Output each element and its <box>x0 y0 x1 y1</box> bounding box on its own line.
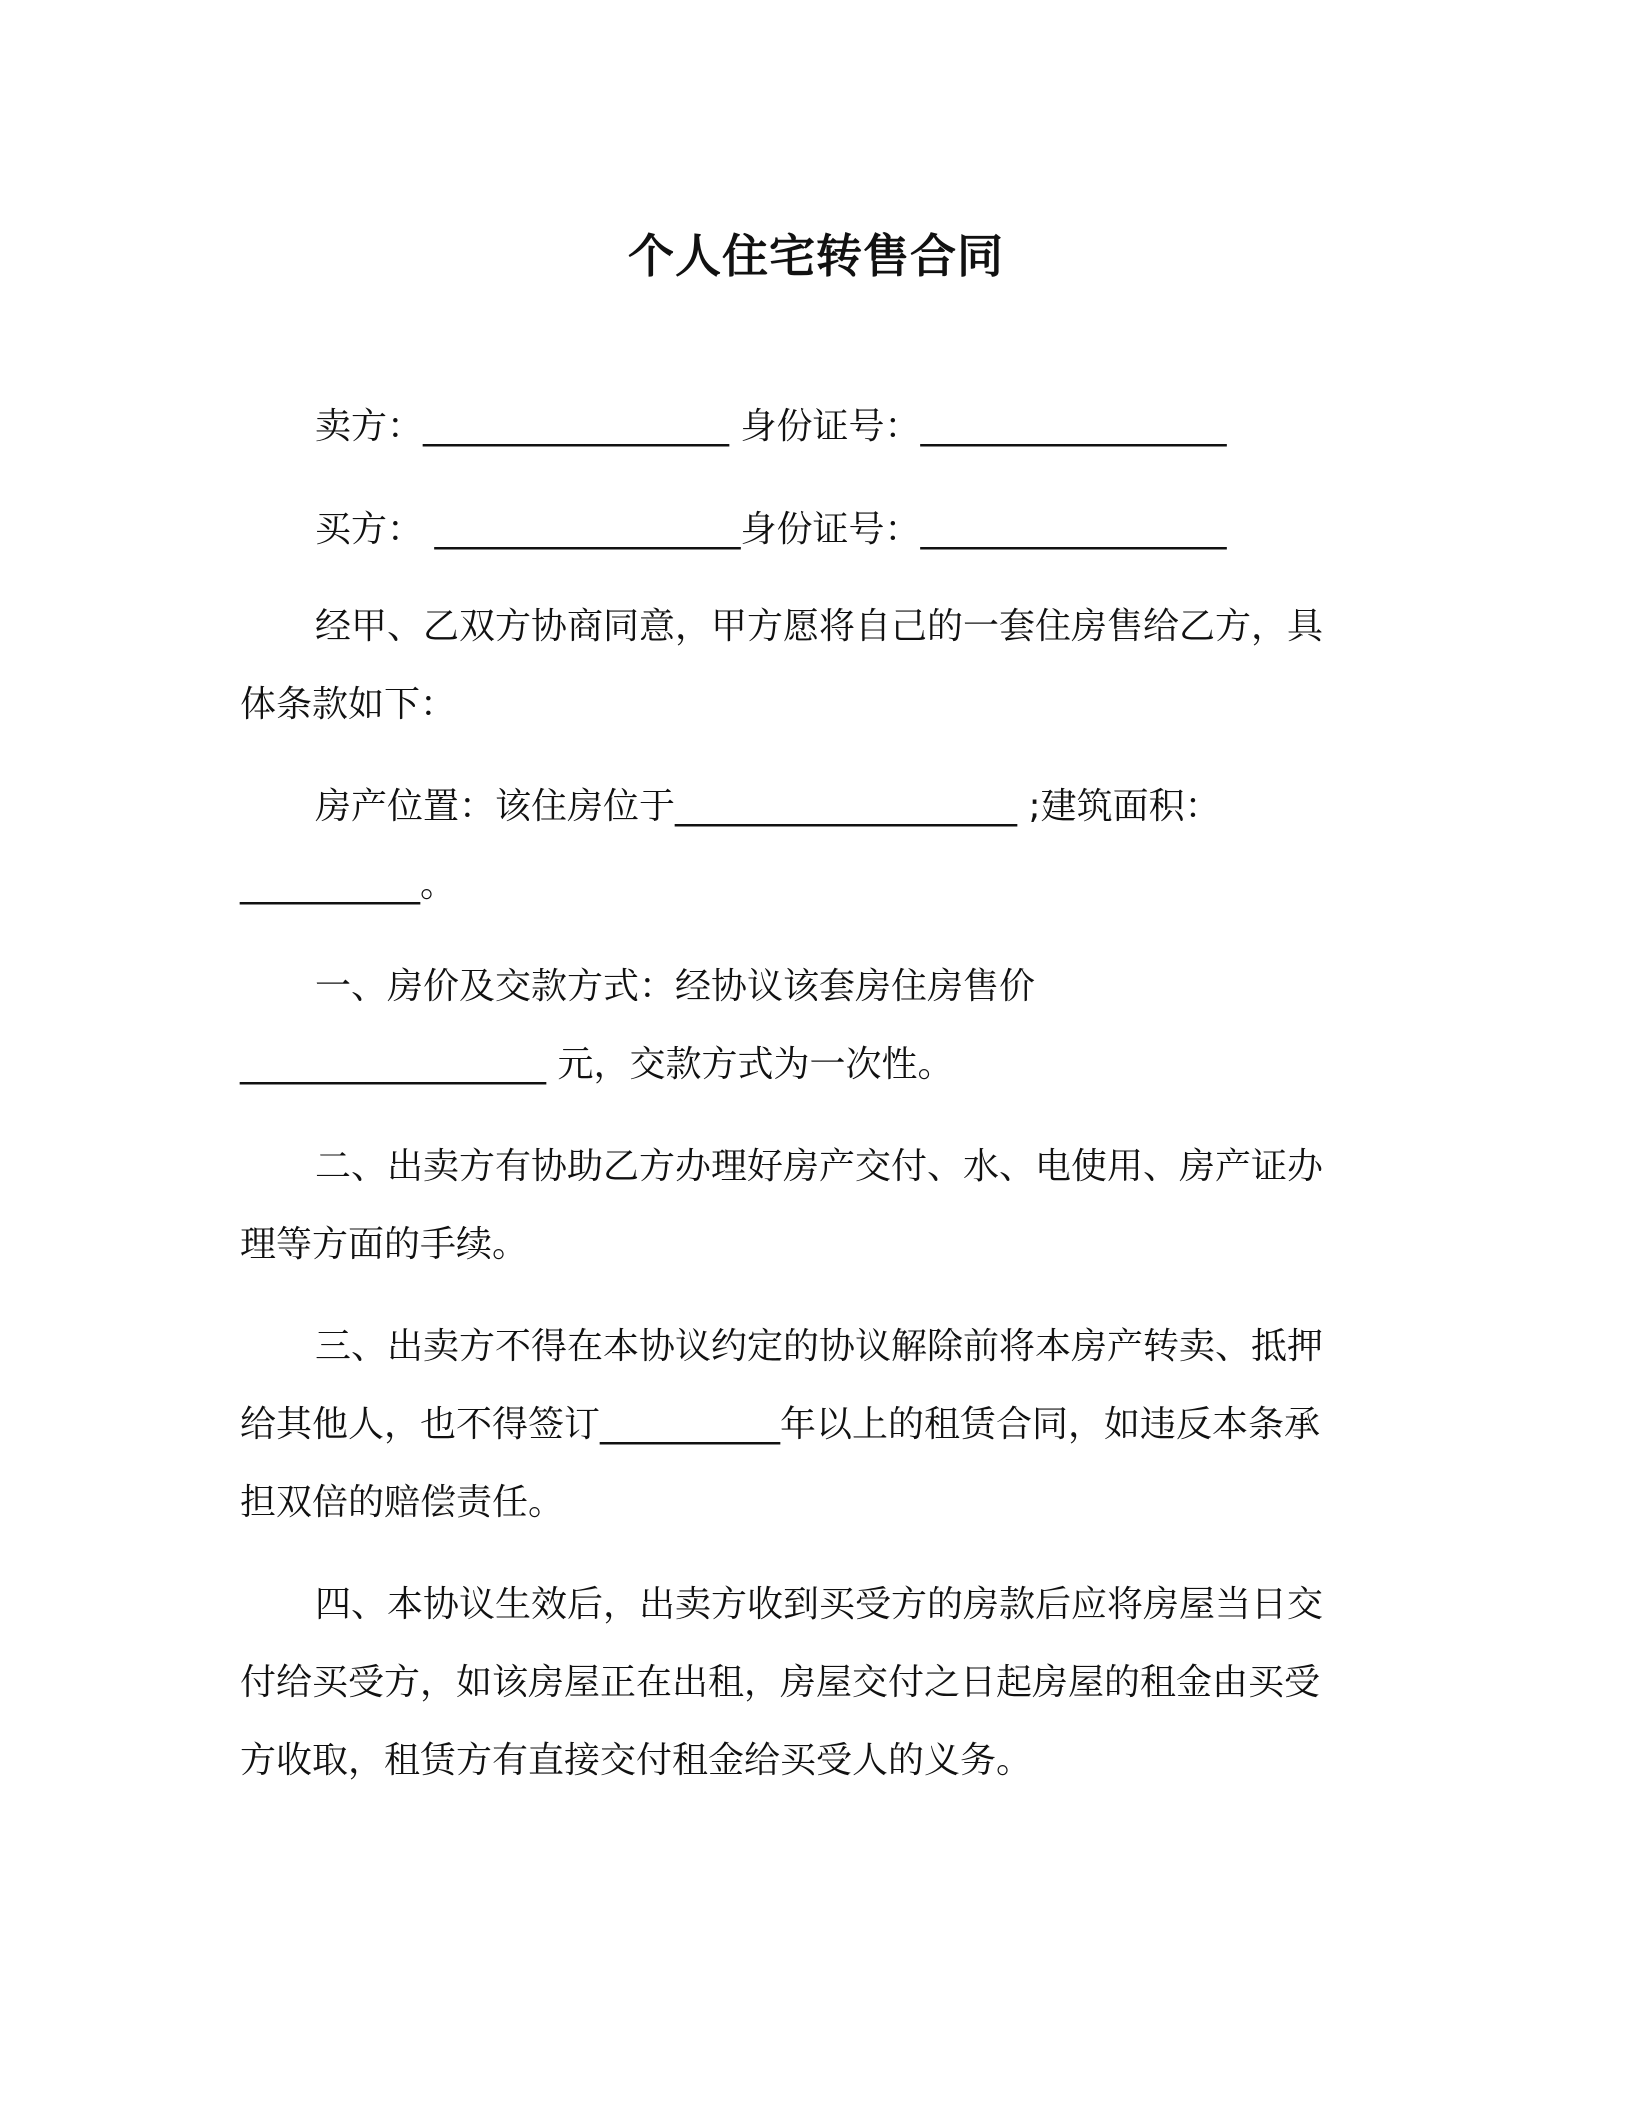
property-location-line-2: __________。 <box>240 864 457 905</box>
clause-1-line-2: _________________ 元，交款方式为一次性。 <box>240 1044 954 1085</box>
clause-4-line-1: 四、本协议生效后，出卖方收到买受方的房款后应将房屋当日交 <box>315 1584 1324 1625</box>
intro-line-1: 经甲、乙双方协商同意，甲方愿将自己的一套住房售给乙方，具 <box>315 606 1324 647</box>
document-title: 个人住宅转售合同 <box>628 229 1004 283</box>
clause-3-line-2: 给其他人，也不得签订__________年以上的租赁合同，如违反本条承 <box>240 1404 1321 1445</box>
clause-3-line-3: 担双倍的赔偿责任。 <box>240 1482 565 1523</box>
clause-4-line-2: 付给买受方，如该房屋正在出租，房屋交付之日起房屋的租金由买受 <box>240 1662 1321 1703</box>
buyer-line: 买方： _________________身份证号：_________________ <box>315 509 1227 550</box>
clause-2-line-2: 理等方面的手续。 <box>240 1224 529 1265</box>
seller-line: 卖方：_________________ 身份证号：_________________ <box>315 406 1227 447</box>
clause-4-line-3: 方收取，租赁方有直接交付租金给买受人的义务。 <box>240 1740 1033 1781</box>
clause-2-line-1: 二、出卖方有协助乙方办理好房产交付、水、电使用、房产证办 <box>315 1146 1324 1187</box>
property-location-line-1: 房产位置：该住房位于___________________ ;建筑面积： <box>315 786 1221 827</box>
clause-1-line-1: 一、房价及交款方式：经协议该套房住房售价 <box>315 966 1036 1007</box>
clause-3-line-1: 三、出卖方不得在本协议约定的协议解除前将本房产转卖、抵押 <box>315 1326 1324 1367</box>
intro-line-2: 体条款如下： <box>240 684 457 725</box>
